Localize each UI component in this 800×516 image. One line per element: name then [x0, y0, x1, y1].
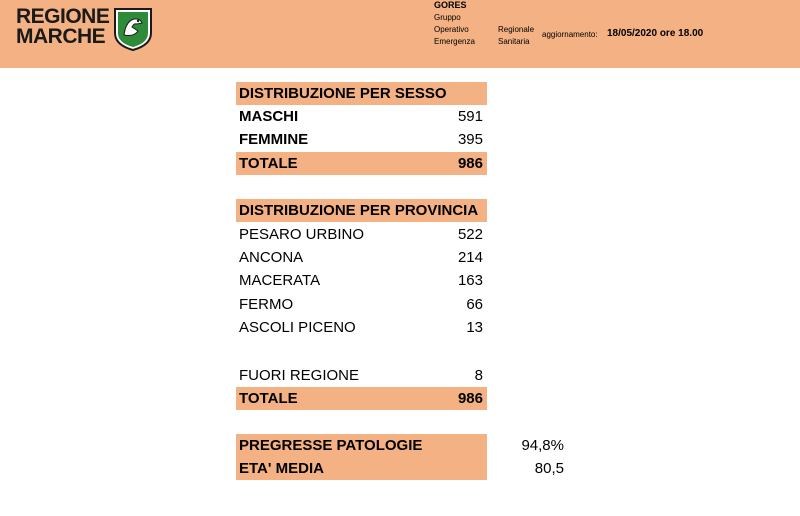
- logo-wordmark: [16, 7, 112, 47]
- total-value: 986: [457, 155, 483, 172]
- total-label: TOTALE: [239, 155, 298, 172]
- row-label: ANCONA: [239, 249, 304, 266]
- row-label: ASCOLI PICENO: [239, 319, 356, 336]
- org-line-sanitaria: Sanitaria: [498, 37, 530, 46]
- row-value: 591: [457, 108, 483, 125]
- row-label: MASCHI: [239, 108, 299, 125]
- row-label: PESARO URBINO: [239, 226, 365, 243]
- row-value: 13: [466, 319, 483, 336]
- row-value: 395: [457, 131, 483, 148]
- row-label: FUORI REGIONE: [239, 367, 360, 384]
- sesso-total-row: [236, 152, 487, 175]
- eta-label-cell: [236, 457, 487, 480]
- org-line-emergenza: Emergenza: [434, 37, 475, 46]
- table-row: [236, 105, 487, 128]
- row-value: 214: [457, 249, 483, 266]
- row-value: 8: [474, 367, 483, 384]
- provincia-section-title: [236, 199, 487, 222]
- table-row: [236, 364, 487, 387]
- patologie-label: PREGRESSE PATOLOGIE: [239, 437, 423, 454]
- row-value: 66: [466, 296, 483, 313]
- total-value: 986: [457, 390, 483, 407]
- row-value: 163: [457, 272, 483, 289]
- row-value: 522: [457, 226, 483, 243]
- provincia-total-row: [236, 387, 487, 410]
- table-row: [236, 316, 487, 339]
- logo-line-1: REGIONE: [16, 5, 110, 28]
- logo-line-2: MARCHE: [16, 25, 106, 48]
- update-timestamp: 18/05/2020 ore 18.00: [607, 28, 704, 39]
- org-title: GORES: [434, 0, 467, 10]
- row-label: FERMO: [239, 296, 294, 313]
- eta-row: [236, 457, 566, 480]
- org-line-regionale: Regionale: [498, 25, 535, 34]
- org-line-gruppo: Gruppo: [434, 13, 461, 22]
- total-label: TOTALE: [239, 390, 298, 407]
- sesso-section-title: [236, 82, 487, 105]
- update-label: aggiornamento:: [542, 30, 598, 39]
- sesso-title: DISTRIBUZIONE PER SESSO: [239, 85, 447, 102]
- row-label: MACERATA: [239, 272, 321, 289]
- eta-value: 80,5: [534, 460, 564, 477]
- table-row: [236, 128, 487, 151]
- patologie-value: 94,8%: [521, 437, 564, 454]
- patologie-row: [236, 434, 566, 457]
- header-bar: [0, 0, 800, 68]
- patologie-label-cell: [236, 434, 487, 457]
- row-label: FEMMINE: [239, 131, 309, 148]
- table-row: [236, 246, 487, 269]
- table-row: [236, 223, 487, 246]
- eta-label: ETA' MEDIA: [239, 460, 324, 477]
- table-row: [236, 293, 487, 316]
- region-emblem-icon: [112, 7, 154, 51]
- provincia-title: DISTRIBUZIONE PER PROVINCIA: [239, 202, 479, 219]
- table-row: [236, 269, 487, 292]
- org-line-operativo: Operativo: [434, 25, 469, 34]
